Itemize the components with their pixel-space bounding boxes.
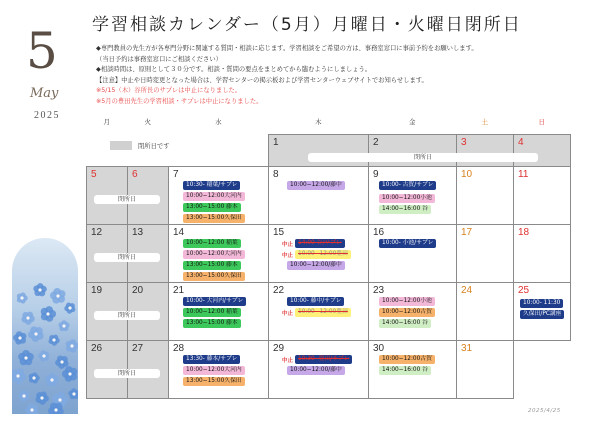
appointment-tag[interactable]: 10:00−12:00大河内	[183, 192, 245, 201]
cancel-mark: 中止	[282, 242, 294, 248]
appointment-tag[interactable]: 10:30- 稲葉/サプレ	[183, 181, 240, 190]
day-number: 31	[461, 343, 473, 354]
day-cell[interactable]	[456, 166, 514, 225]
appointment-tag[interactable]: 久保田/PC講座	[520, 310, 564, 319]
appointment-tag[interactable]: 13:00−15:00 藤本	[183, 261, 241, 270]
weekday-header: 土	[481, 118, 488, 126]
day-cell[interactable]	[168, 166, 269, 225]
appointment-tag[interactable]: 10:00- 小池/サプレ	[379, 239, 436, 248]
day-cell[interactable]	[368, 282, 457, 341]
day-number: 24	[461, 285, 473, 296]
appointment-tag[interactable]: 10:00−12:00大河内	[183, 250, 245, 259]
appointment-tag[interactable]: 13:30- 藤本/サプレ	[183, 355, 240, 364]
appointment-tag[interactable]: 10:00−12:00大河内	[183, 366, 245, 375]
cancelled-appointment[interactable]: 14:00-谷/サプレ	[295, 239, 345, 248]
day-number: 18	[518, 227, 530, 238]
date-stamp: 2025/4/25	[528, 408, 561, 414]
day-cell[interactable]	[456, 134, 514, 167]
note-line: ※5月の豊田先生の学習相談・サプレは中止になりました。	[96, 97, 263, 105]
closed-day-label: 閉所日	[94, 195, 160, 204]
day-number: 13	[132, 227, 144, 238]
closed-day-label: 閉所日	[94, 253, 160, 262]
day-number: 21	[173, 285, 185, 296]
day-number: 11	[518, 169, 529, 180]
note-line: ◆専門教員の先生方が各専門分野に関連する質問・相談に応じます。学習相談をご希望の方は、事務室窓口に事前予約をお願いします。	[96, 45, 478, 52]
day-number: 10	[461, 169, 473, 180]
day-number: 2	[373, 137, 379, 148]
day-number: 1	[273, 137, 279, 148]
day-number: 9	[373, 169, 379, 180]
appointment-tag[interactable]: 10:00- 古賀/サプレ	[379, 181, 436, 190]
day-cell[interactable]	[513, 224, 571, 283]
day-number: 3	[461, 137, 467, 148]
legend-label: 閉所日です	[138, 143, 170, 150]
day-number: 29	[273, 343, 285, 354]
day-cell[interactable]	[456, 282, 514, 341]
cancel-mark: 中止	[282, 311, 294, 317]
flower-photo-image	[12, 238, 78, 414]
month-name: May	[30, 86, 59, 101]
note-line: （当日予約は事務室窓口にご相談ください）	[96, 55, 222, 63]
day-number: 12	[91, 227, 103, 238]
day-cell[interactable]	[168, 224, 269, 283]
day-cell[interactable]	[513, 282, 571, 341]
legend-swatch	[110, 141, 132, 150]
month-number: 5	[26, 22, 58, 80]
day-cell[interactable]	[513, 134, 571, 167]
weekday-header: 月	[103, 118, 110, 126]
day-number: 19	[91, 285, 103, 296]
day-number: 20	[132, 285, 144, 296]
year-label: 2025	[34, 110, 60, 121]
note-line: ※5/15（木）谷所長のサプレは中止になりました。	[96, 87, 242, 95]
day-cell[interactable]	[268, 134, 369, 167]
appointment-tag[interactable]: 14:00−16:00 谷	[379, 319, 431, 328]
appointment-tag[interactable]: 10:00−12:00/藤中	[287, 261, 345, 270]
day-number: 27	[132, 343, 144, 354]
day-number: 22	[273, 285, 285, 296]
day-cell[interactable]	[268, 224, 369, 283]
weekday-header: 火	[144, 118, 151, 126]
closed-day-label: 閉所日	[94, 311, 160, 320]
day-cell[interactable]	[368, 134, 457, 167]
appointment-tag[interactable]: 10:00−12:00 稲葉	[183, 239, 241, 248]
day-cell[interactable]	[168, 340, 269, 399]
appointment-tag[interactable]: 14:00−16:00 谷	[379, 205, 431, 214]
day-cell[interactable]	[268, 282, 369, 341]
appointment-tag[interactable]: 10:00- 藤中/サプレ	[287, 297, 344, 306]
weekday-header: 木	[315, 118, 322, 126]
day-cell[interactable]	[513, 166, 571, 225]
appointment-tag[interactable]: 13:00−15:00 藤本	[183, 319, 241, 328]
cancel-mark: 中止	[282, 253, 294, 259]
appointment-tag[interactable]: 10:00−12:00/藤中	[287, 366, 345, 375]
cancelled-appointment[interactable]: 10:30- 豊田/サプレ	[295, 355, 352, 364]
day-cell[interactable]	[368, 224, 457, 283]
day-number: 30	[373, 343, 385, 354]
cancel-mark: 中止	[282, 358, 294, 364]
appointment-tag[interactable]: 10:00- 11:30	[520, 299, 563, 308]
day-number: 16	[373, 227, 385, 238]
appointment-tag[interactable]: 13:00−15:00久保田	[183, 214, 245, 223]
day-cell[interactable]	[268, 166, 369, 225]
day-number: 14	[173, 227, 185, 238]
day-number: 4	[518, 137, 524, 148]
flower-photo	[12, 238, 78, 414]
day-number: 15	[273, 227, 285, 238]
appointment-tag[interactable]: 13:00−15:00久保田	[183, 377, 245, 386]
weekday-header: 金	[409, 118, 416, 126]
cancelled-appointment[interactable]: 10:00−12:00豊田	[295, 250, 351, 259]
day-cell[interactable]	[368, 340, 457, 399]
day-cell[interactable]	[368, 166, 457, 225]
day-number: 23	[373, 285, 385, 296]
day-number: 25	[518, 285, 530, 296]
appointment-tag[interactable]: 10:00- 大河内/サプレ	[183, 297, 246, 306]
weekday-header: 水	[215, 118, 222, 126]
page-title: 学習相談カレンダー（5月）月曜日・火曜日閉所日	[92, 15, 522, 35]
cancelled-appointment[interactable]: 10:00−12:00豊田	[295, 308, 351, 317]
day-number: 8	[273, 169, 279, 180]
note-line: 【注意】中止や日時変更となった場合は、学習センターの掲示板および学習センターウェブサイトでお知らせします。	[96, 76, 428, 84]
day-cell[interactable]	[456, 340, 514, 399]
appointment-tag[interactable]: 10:00−12:00/藤中	[287, 181, 345, 190]
appointment-tag[interactable]: 14:00−16:00 谷	[379, 366, 431, 375]
day-cell[interactable]	[268, 340, 369, 399]
day-number: 17	[461, 227, 473, 238]
note-line: ◆相談時間は、原則として３０分です。相談・質問の要点をまとめてから臨むようにしましょう。	[96, 66, 372, 74]
notes-block	[96, 44, 478, 108]
day-number: 26	[91, 343, 103, 354]
appointment-tag[interactable]: 10:00−12:00古賀	[379, 308, 435, 317]
appointment-tag[interactable]: 13:00−15:00 藤本	[183, 203, 241, 212]
day-number: 28	[173, 343, 185, 354]
appointment-tag[interactable]: 10:00−12:00小池	[379, 297, 435, 306]
appointment-tag[interactable]: 10:00−12:00小池	[379, 194, 435, 203]
day-cell[interactable]	[168, 282, 269, 341]
weekday-header: 日	[538, 118, 545, 126]
appointment-tag[interactable]: 13:00−15:00久保田	[183, 272, 245, 281]
day-number: 7	[173, 169, 179, 180]
appointment-tag[interactable]: 10:00−12:00 稲葉	[183, 308, 241, 317]
day-number: 5	[91, 169, 97, 180]
closed-day-label: 閉所日	[94, 369, 160, 378]
day-cell[interactable]	[456, 224, 514, 283]
day-number: 6	[132, 169, 138, 180]
closed-day-label: 閉所日	[308, 153, 538, 162]
appointment-tag[interactable]: 10:00−12:00古賀	[379, 355, 435, 364]
